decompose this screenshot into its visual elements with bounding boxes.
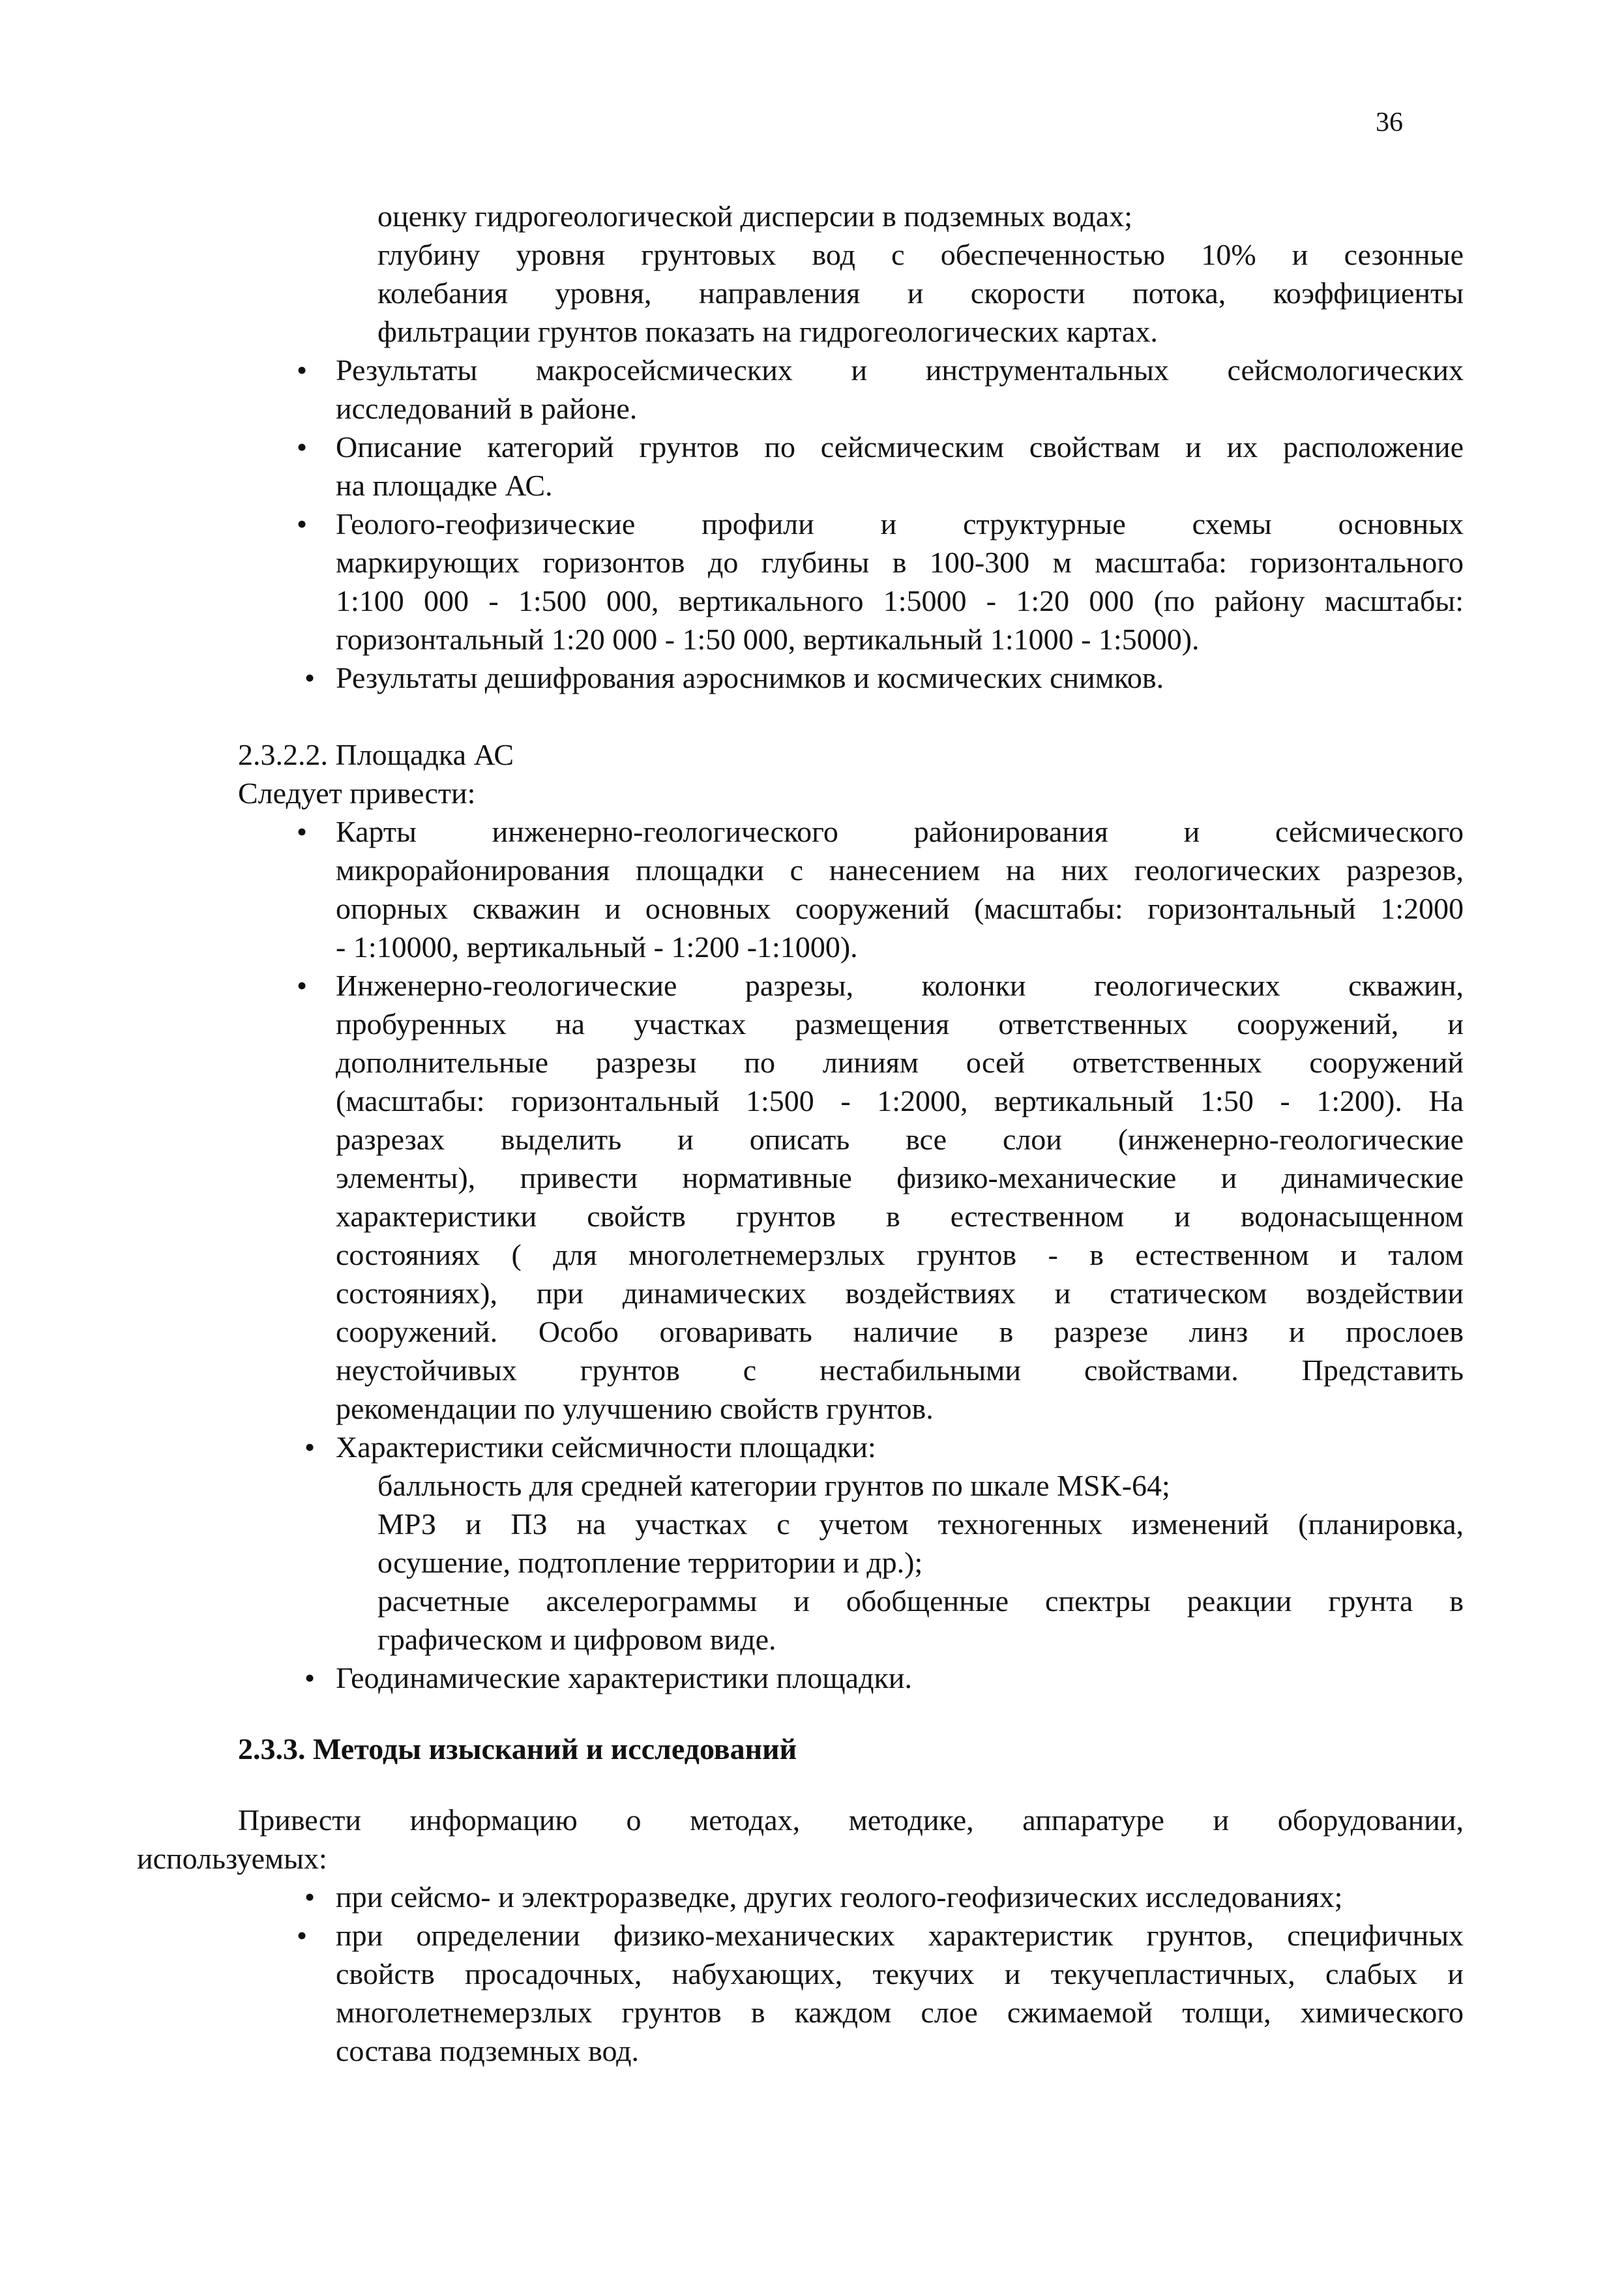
list-item-text: неустойчивых грунтов с нестабильными свойствами. Представить <box>336 1353 1464 1387</box>
sub-item-text: колебания уровня, направления и скорости потока, коэффициенты <box>377 276 1464 310</box>
section-intro: Следует привести: <box>238 776 476 810</box>
list-item-text: - 1:10000, вертикальный - 1:200 -1:1000). <box>336 930 858 964</box>
sub-item-text: МРЗ и ПЗ на участках с учетом техногенных изменений (планировка, <box>377 1507 1464 1541</box>
sub-item-text: оценку гидрогеологической дисперсии в подземных водах; <box>377 200 1132 233</box>
bullet-icon: • <box>304 1880 316 1914</box>
list-item <box>304 658 1464 697</box>
list-item-text: микрорайонирования площадки с нанесением на них геологических разрезов, <box>336 853 1464 887</box>
list-item-text: состояниях ( для многолетнемерзлых грунтов - в естественном и талом <box>336 1238 1464 1271</box>
list-item <box>297 1916 1464 1955</box>
list-item-text: Описание категорий грунтов по сейсмическим свойствам и их расположение <box>336 430 1464 464</box>
sub-item-text: расчетные акселерограммы и обобщенные спектры реакции грунта в <box>377 1584 1464 1618</box>
list-item <box>304 1659 1464 1697</box>
list-item-text: при сейсмо- и электроразведке, других геолого-геофизических исследованиях; <box>336 1880 1343 1914</box>
list-item-text: рекомендации по улучшению свойств грунтов. <box>336 1392 934 1425</box>
list-item <box>297 505 1464 543</box>
list-item-text: Геолого-геофизические профили и структурные схемы основных <box>336 507 1464 540</box>
page-number: 36 <box>1376 108 1403 138</box>
list-item-text: горизонтальный 1:20 000 - 1:50 000, вертикальный 1:1000 - 1:5000). <box>336 623 1200 656</box>
section-heading: 2.3.3. Методы изысканий и исследований <box>238 1732 797 1766</box>
bullet-icon: • <box>304 1430 316 1464</box>
sub-item-text: графическом и цифровом виде. <box>377 1623 776 1656</box>
list-item <box>304 1428 1464 1466</box>
list-item-text: Результаты дешифрования аэроснимков и космических снимков. <box>336 661 1164 694</box>
paragraph-text: используемых: <box>137 1842 327 1875</box>
list-item-text: (масштабы: горизонтальный 1:500 - 1:2000, вертикальный 1:50 - 1:200). На <box>336 1084 1464 1117</box>
bullet-icon: • <box>297 430 308 464</box>
bullet-icon: • <box>297 507 308 540</box>
list-item-text: дополнительные разрезы по линиям осей ответственных сооружений <box>336 1046 1464 1079</box>
section-title: 2.3.2.2. Площадка АС <box>238 738 514 771</box>
bullet-icon: • <box>304 1661 316 1694</box>
list-item <box>297 351 1464 389</box>
page-content <box>137 197 1464 2070</box>
list-item-text: при определении физико-механических характеристик грунтов, специфичных <box>336 1919 1464 1952</box>
list-item-text: исследований в районе. <box>336 392 638 425</box>
list-item-text: сооружений. Особо оговаривать наличие в разрезе линз и прослоев <box>336 1315 1464 1348</box>
paragraph-text: Привести информацию о методах, методике, аппаратуре и оборудовании, <box>238 1803 1464 1837</box>
bullet-icon: • <box>297 969 308 1002</box>
bullet-icon: • <box>297 1919 308 1952</box>
list-item <box>297 966 1464 1005</box>
list-item-text: разрезах выделить и описать все слои (инженерно-геологические <box>336 1123 1464 1156</box>
list-item-text: многолетнемерзлых грунтов в каждом слое сжимаемой толщи, химического <box>336 1996 1464 2029</box>
bullet-list <box>297 812 1464 1466</box>
list-item-text: Инженерно-геологические разрезы, колонки геологических скважин, <box>336 969 1464 1002</box>
list-item-text: элементы), привести нормативные физико-механические и динамические <box>336 1161 1464 1194</box>
list-item-text: 1:100 000 - 1:500 000, вертикального 1:5000 - 1:20 000 (по району масштабы: <box>336 584 1464 617</box>
list-item-text: свойств просадочных, набухающих, текучих и текучепластичных, слабых и <box>336 1957 1464 1990</box>
list-item <box>297 812 1464 851</box>
list-item-text: опорных скважин и основных сооружений (масштабы: горизонтальный 1:2000 <box>336 892 1464 925</box>
list-item-text: Характеристики сейсмичности площадки: <box>336 1430 876 1464</box>
bullet-list <box>297 351 1464 697</box>
list-item <box>297 428 1464 466</box>
list-item-text: Результаты макросейсмических и инструментальных сейсмологических <box>336 353 1464 387</box>
list-item-text: маркирующих горизонтов до глубины в 100-300 м масштаба: горизонтального <box>336 546 1464 579</box>
bullet-list <box>297 1878 1464 2070</box>
bullet-icon: • <box>304 661 316 694</box>
list-item-text: Карты инженерно-геологического районирования и сейсмического <box>336 815 1464 848</box>
bullet-list <box>304 1659 1464 1697</box>
list-item-text: состава подземных вод. <box>336 2034 640 2067</box>
sub-item-text: балльность для средней категории грунтов по шкале MSK-64; <box>377 1469 1170 1502</box>
list-item-text: характеристики свойств грунтов в естественном и водонасыщенном <box>336 1200 1464 1233</box>
sub-item-text: фильтрации грунтов показать на гидрогеологических картах. <box>377 315 1158 348</box>
sub-item-text: глубину уровня грунтовых вод с обеспеченностью 10% и сезонные <box>377 238 1464 271</box>
list-item-text: на площадке АС. <box>336 469 553 502</box>
list-item-text: Геодинамические характеристики площадки. <box>336 1661 912 1694</box>
sub-item-text: осушение, подтопление территории и др.); <box>377 1546 923 1579</box>
bullet-icon: • <box>297 353 308 387</box>
list-item-text: пробуренных на участках размещения ответственных сооружений, и <box>336 1007 1464 1041</box>
list-item-text: состояниях), при динамических воздействиях и статическом воздействии <box>336 1277 1464 1310</box>
bullet-icon: • <box>297 815 308 848</box>
list-item <box>304 1878 1464 1916</box>
